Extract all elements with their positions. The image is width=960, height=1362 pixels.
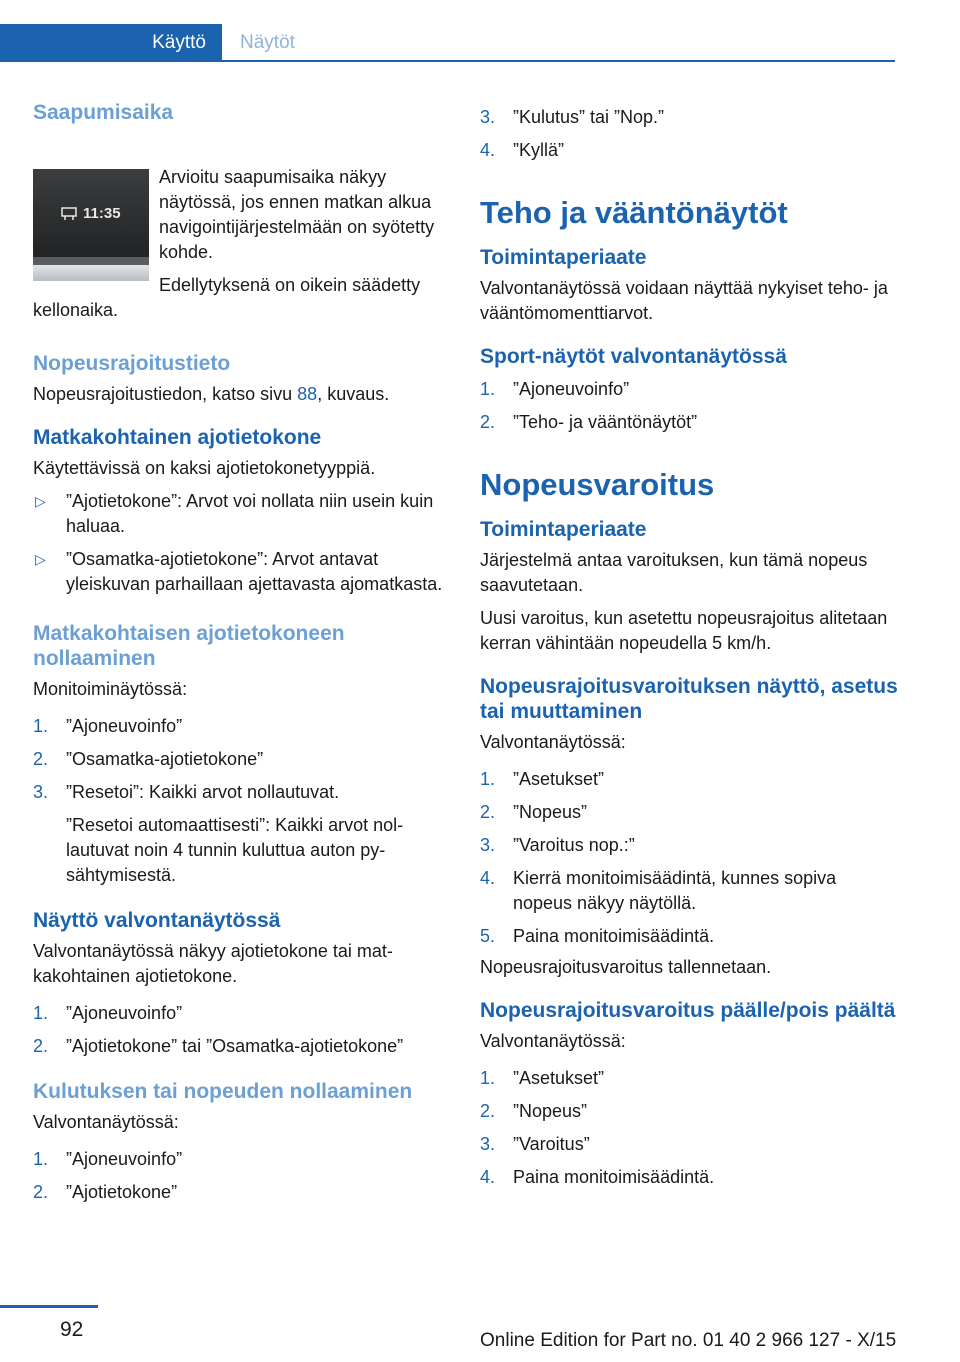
list-item: 3. ”Resetoi”: Kaikki arvot nollautuvat. — [33, 782, 340, 802]
heading-asetus: Nopeusrajoitusvaroituksen näyttö, asetus tai muuttaminen — [480, 675, 898, 723]
list-item: 3. ”Varoitus” — [480, 1134, 590, 1154]
heading-paalle: Nopeusrajoitusvaroitus päälle/pois päältä — [480, 999, 896, 1022]
naytto-p: Valvontanäytössä näkyy ajotietokone tai matkakohtainen ajotietokone. — [33, 941, 393, 986]
header-divider — [0, 60, 895, 62]
list-item: 1. ”Ajoneuvoinfo” — [480, 379, 630, 399]
list-item: 3. ”Varoitus nop.:” — [480, 835, 635, 855]
heading-nollaaminen: Matkakohtaisen ajotietokoneen nollaaminen — [33, 622, 345, 670]
list-item: 1. ”Asetukset” — [480, 1068, 605, 1088]
bullet-item: ▷ ”Ajotietokone”: Arvot voi nollata niin usein kuin haluaa. — [35, 491, 434, 536]
paalle-p: Valvontanäytössä: — [480, 1031, 626, 1051]
tab-naytot[interactable] — [222, 24, 313, 62]
list-item: 3. ”Kulutus” tai ”Nop.” — [480, 107, 665, 127]
list-item: 1. ”Ajoneuvoinfo” — [33, 716, 183, 736]
footer-divider — [0, 1305, 98, 1308]
list-item: 2. ”Ajotietokone” tai ”Osamatka-ajotietokone” — [33, 1036, 404, 1056]
teho-p: Valvontanäytössä voidaan näyttää nykyiset teho- ja vääntömomenttiarvot. — [480, 278, 888, 323]
heading-nopeusvaroitus-toimintaperiaate: Toimintaperiaate — [480, 518, 647, 541]
nopeusraj-text: Nopeusrajoitustiedon, katso sivu 88, kuvaus. — [33, 384, 390, 404]
list-item: 1. ”Asetukset” — [480, 769, 605, 789]
heading-matkakohtainen: Matkakohtainen ajotietokone — [33, 426, 322, 449]
heading-naytto-valvonta: Näyttö valvontanäytössä — [33, 909, 281, 932]
list-item: 1. ”Ajoneuvoinfo” — [33, 1149, 183, 1169]
list-item: 2. ”Ajotietokone” — [33, 1182, 178, 1202]
list-item: 4. ”Kyllä” — [480, 140, 565, 160]
matkakohtainen-p: Käytettävissä on kaksi ajotietokonetyyppiä. — [33, 458, 376, 478]
arrival-display-readout — [61, 205, 121, 222]
list-item-extra: ”Resetoi automaattisesti”: Kaikki arvot nollautuvat noin 4 tunnin kuluttua auton pysähtymisestä. — [66, 815, 404, 885]
list-item: 5. Paina monitoimisäädintä. — [480, 926, 715, 946]
right-column — [480, 105, 900, 1190]
nollaaminen-p: Monitoiminäytössä: — [33, 679, 188, 699]
saapumisaika-section — [33, 125, 443, 323]
list-item: 2. ”Nopeus” — [480, 802, 588, 822]
title-teho: Teho ja vääntönäytöt — [480, 195, 788, 230]
asetus-after: Nopeusrajoitusvaroitus tallennetaan. — [480, 957, 772, 977]
nopeusvaroitus-p1: Järjestelmä antaa varoituksen, kun tämä nopeus saavutetaan. — [480, 550, 868, 595]
arrival-display-image — [33, 169, 149, 281]
tab-kaytto-label: Käyttö — [152, 32, 206, 53]
list-item: 2. ”Nopeus” — [480, 1101, 588, 1121]
triangle-bullet-icon: ▷ — [35, 551, 46, 567]
list-item: 4. Paina monitoimisäädintä. — [480, 1167, 715, 1187]
header-tabs — [0, 24, 895, 62]
list-item: 2. ”Teho- ja vääntönäytöt” — [480, 412, 698, 432]
saapumisaika-p2: Edellytyksenä on oikein säädetty kellonaika. — [33, 275, 421, 320]
bullet-item: ▷ ”Osamatka-ajotietokone”: Arvot antavat yleiskuvan parhaillaan ajettavasta ajomatkasta. — [35, 549, 443, 594]
heading-kulutus: Kulutuksen tai nopeuden nollaaminen — [33, 1080, 413, 1103]
kulutus-p: Valvontanäytössä: — [33, 1112, 179, 1132]
heading-teho-toimintaperiaate: Toimintaperiaate — [480, 246, 647, 269]
page-number: 92 — [60, 1318, 84, 1341]
asetus-p: Valvontanäytössä: — [480, 732, 626, 752]
title-nopeusvaroitus: Nopeusvaroitus — [480, 467, 715, 502]
nopeusvaroitus-p2: Uusi varoitus, kun asetettu nopeusrajoitus alitetaan kerran vähintään nopeudella 5 km/h. — [480, 608, 888, 653]
list-item: 2. ”Osamatka-ajotietokone” — [33, 749, 264, 769]
heading-sport: Sport-näytöt valvontanäytössä — [480, 345, 787, 368]
left-column — [33, 100, 443, 1205]
arrival-time-value: 11:35 — [83, 205, 121, 222]
heading-saapumisaika: Saapumisaika — [33, 101, 174, 124]
heading-nopeusrajoitustieto: Nopeusrajoitustieto — [33, 352, 231, 375]
list-item: 4. Kierrä monitoimisäädintä, kunnes sopiva nopeus näkyy näytöllä. — [480, 868, 837, 913]
list-item: 1. ”Ajoneuvoinfo” — [33, 1003, 183, 1023]
tab-naytot-label: Näytöt — [240, 32, 295, 53]
flag-icon — [61, 207, 77, 221]
triangle-bullet-icon: ▷ — [35, 493, 46, 509]
tab-kaytto[interactable] — [0, 24, 222, 62]
saapumisaika-p1: Arvioitu saapumisaika näkyy näytössä, jos ennen matkan alkua navigointijärjestelmään on syötetty kohde. — [159, 167, 435, 262]
edition-text: Online Edition for Part no. 01 40 2 966 127 - X/15 — [480, 1330, 897, 1351]
page-link-88[interactable]: 88 — [297, 384, 318, 404]
